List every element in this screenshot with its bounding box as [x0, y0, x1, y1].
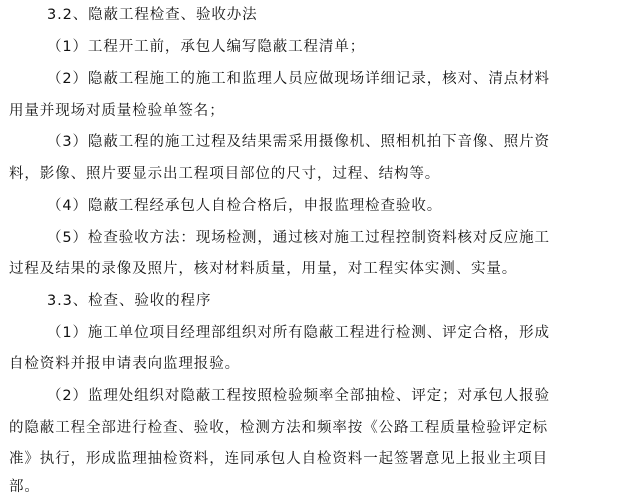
paragraph-3-2-item-3-cont: 料，影像、照片要显示出工程项目部位的尺寸，过程、结构等。: [9, 166, 441, 182]
paragraph-3-2-item-4: （4）隐蔽工程经承包人自检合格后，申报监理检查验收。: [47, 198, 443, 214]
section-heading-3-2: 3.2、隐蔽工程检查、验收办法: [47, 7, 258, 23]
paragraph-3-3-item-1: （1）施工单位项目经理部组织对所有隐蔽工程进行检测、评定合格，形成: [47, 325, 550, 341]
paragraph-3-3-item-2: （2）监理处组织对隐蔽工程按照检验频率全部抽检、评定；对承包人报验: [47, 388, 550, 404]
paragraph-3-2-item-5-cont: 过程及结果的录像及照片，核对材料质量，用量，对工程实体实测、实量。: [9, 261, 518, 277]
paragraph-3-2-item-2: （2）隐蔽工程施工的施工和监理人员应做现场详细记录，核对、清点材料: [47, 71, 550, 87]
paragraph-3-2-item-3: （3）隐蔽工程的施工过程及结果需采用摄像机、照相机拍下音像、照片资: [47, 134, 550, 150]
paragraph-3-3-item-2-cont-3: 部。: [9, 479, 40, 495]
paragraph-3-3-item-2-cont-2: 准》执行，形成监理抽检资料，连同承包人自检资料一起签署意见上报业主项目: [9, 451, 548, 467]
paragraph-3-2-item-1: （1）工程开工前，承包人编写隐蔽工程清单；: [47, 39, 366, 55]
paragraph-3-3-item-2-cont-1: 的隐蔽工程全部进行检查、验收，检测方法和频率按《公路工程质量检验评定标: [9, 420, 548, 436]
section-heading-3-3: 3.3、检查、验收的程序: [47, 293, 212, 309]
paragraph-3-3-item-1-cont: 自检资料并报申请表向监理报验。: [9, 356, 240, 372]
paragraph-3-2-item-5: （5）检查验收方法：现场检测，通过核对施工过程控制资料核对反应施工: [47, 230, 550, 246]
paragraph-3-2-item-2-cont: 用量并现场对质量检验单签名；: [9, 103, 225, 119]
